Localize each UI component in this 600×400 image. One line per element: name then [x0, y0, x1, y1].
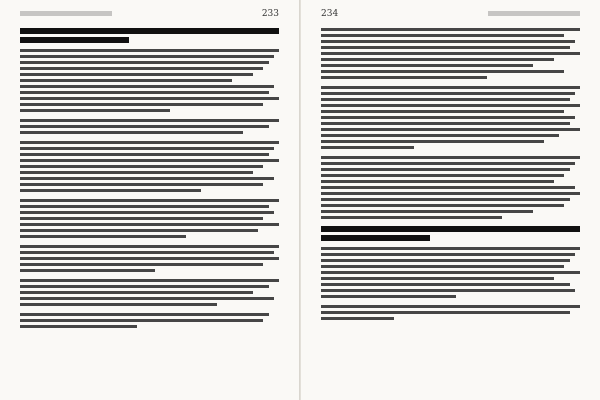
text-line [20, 147, 274, 150]
right-paragraph-text [321, 327, 322, 328]
text-line [321, 277, 554, 280]
text-line [20, 325, 137, 328]
text-line [20, 229, 258, 232]
left-header-text [112, 9, 113, 10]
text-line [20, 223, 279, 226]
text-line [321, 192, 580, 195]
text-line [20, 177, 274, 180]
right-paragraph [321, 305, 580, 320]
right-paragraph [321, 156, 580, 219]
text-line [321, 295, 456, 298]
text-line [321, 46, 570, 49]
text-line [321, 259, 570, 262]
text-line [20, 61, 269, 64]
left-header-title-placeholder [20, 11, 112, 16]
right-running-header [321, 8, 580, 20]
right-header-title [488, 9, 580, 19]
left-paragraph [20, 245, 279, 272]
text-line [20, 165, 263, 168]
text-line [321, 305, 580, 308]
text-line [20, 73, 253, 76]
left-paragraph [20, 199, 279, 238]
text-line [20, 291, 253, 294]
text-line [321, 104, 580, 107]
text-line [321, 64, 533, 67]
right-paragraph [321, 86, 580, 149]
text-line [20, 131, 243, 134]
text-line [20, 235, 186, 238]
right-paragraph-text [321, 327, 322, 328]
text-line [20, 159, 279, 162]
text-line [321, 128, 580, 131]
right-paragraph [321, 28, 580, 79]
text-line [321, 253, 575, 256]
text-line [321, 34, 564, 37]
text-line [321, 146, 414, 149]
text-line [20, 245, 279, 248]
text-line [321, 110, 564, 113]
left-paragraph [20, 279, 279, 306]
text-line [20, 183, 263, 186]
text-line [321, 52, 580, 55]
text-line [321, 168, 570, 171]
text-line [20, 313, 269, 316]
left-paragraph [20, 141, 279, 192]
right-paragraph [321, 247, 580, 298]
text-line [321, 70, 564, 73]
text-line [321, 86, 580, 89]
text-line [321, 311, 570, 314]
right-header-title-placeholder [488, 11, 580, 16]
text-line [321, 98, 570, 101]
text-line [321, 317, 394, 320]
left-paragraph [20, 49, 279, 112]
left-heading-line-2 [20, 37, 129, 43]
text-line [20, 257, 279, 260]
text-line [20, 103, 263, 106]
text-line [20, 217, 263, 220]
text-line [20, 297, 274, 300]
text-line [20, 97, 279, 100]
text-line [321, 204, 564, 207]
text-line [321, 28, 580, 31]
text-line [20, 49, 279, 52]
text-line [20, 303, 217, 306]
left-section-heading [20, 28, 279, 43]
text-line [321, 265, 564, 268]
left-running-header [20, 8, 279, 20]
text-line [321, 271, 580, 274]
text-line [321, 140, 544, 143]
text-line [321, 134, 559, 137]
text-line [321, 198, 570, 201]
right-heading-line-1 [321, 226, 580, 232]
text-line [20, 251, 274, 254]
text-line [321, 40, 575, 43]
text-line [20, 91, 269, 94]
right-section-heading [321, 226, 580, 241]
text-line [321, 174, 564, 177]
text-line [20, 205, 269, 208]
text-line [321, 210, 533, 213]
text-line [321, 122, 570, 125]
right-page [300, 0, 600, 400]
text-line [321, 180, 554, 183]
text-line [321, 58, 554, 61]
text-line [20, 199, 279, 202]
text-line [20, 79, 232, 82]
text-line [321, 156, 580, 159]
text-line [321, 116, 575, 119]
right-header-text [580, 9, 581, 10]
left-heading-text [20, 46, 21, 47]
text-line [20, 269, 155, 272]
text-line [20, 119, 279, 122]
text-line [20, 125, 269, 128]
left-page-number: 233 [261, 9, 279, 19]
text-line [20, 189, 201, 192]
text-line [20, 85, 274, 88]
right-paragraph-text [321, 327, 322, 328]
left-paragraph [20, 119, 279, 134]
text-line [321, 76, 487, 79]
text-line [20, 285, 269, 288]
text-line [321, 216, 502, 219]
left-heading-line-1 [20, 28, 279, 34]
text-line [20, 141, 279, 144]
text-line [20, 319, 263, 322]
text-line [321, 162, 575, 165]
right-heading-line-2 [321, 235, 430, 241]
text-line [20, 171, 253, 174]
text-line [20, 263, 263, 266]
left-paragraph [20, 313, 279, 328]
text-line [321, 247, 580, 250]
text-line [321, 186, 575, 189]
right-heading-text [321, 244, 322, 245]
right-page-number: 234 [321, 9, 339, 19]
text-line [20, 279, 279, 282]
text-line [20, 109, 170, 112]
text-line [321, 92, 575, 95]
text-line [321, 289, 575, 292]
text-line [20, 211, 274, 214]
text-line [20, 153, 269, 156]
text-line [20, 55, 274, 58]
text-line [20, 67, 263, 70]
left-header-title [20, 9, 112, 19]
text-line [321, 283, 570, 286]
